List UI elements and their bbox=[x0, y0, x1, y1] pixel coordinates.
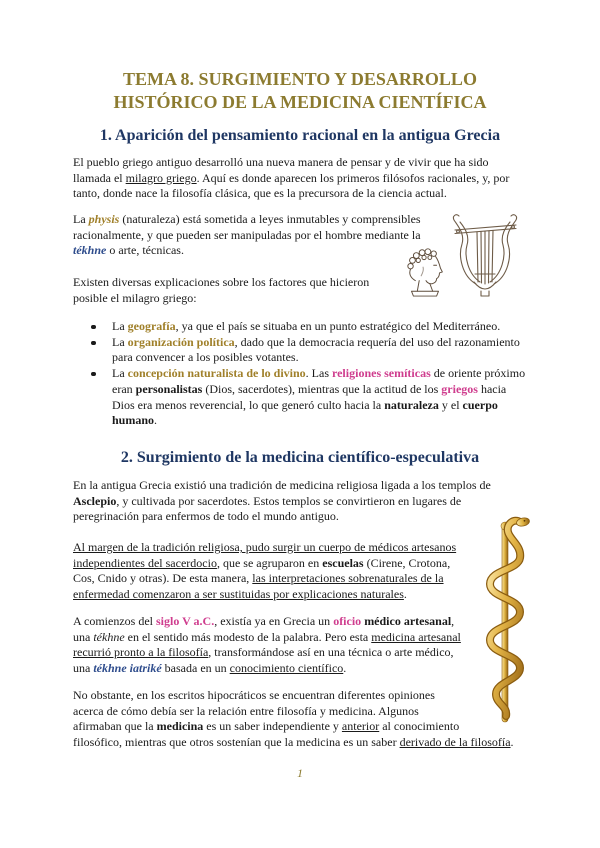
list-item-concepcion-naturalista bbox=[73, 366, 525, 429]
term-escuelas: escuelas bbox=[322, 555, 364, 570]
text-run: En la antigua Grecia existió una tradición de medicina religiosa ligada a los templos de bbox=[73, 478, 491, 492]
text-run: A comienzos del bbox=[73, 614, 156, 628]
term-naturaleza: naturaleza bbox=[384, 397, 439, 412]
underlined-run: enfermedad comenzaron a ser sustituidas por explicaciones naturales bbox=[73, 587, 404, 602]
paragraph-medicos-artesanos bbox=[73, 540, 456, 603]
greek-bust-illustration bbox=[398, 244, 452, 298]
rod-of-asclepius-illustration bbox=[476, 512, 534, 724]
text-run: acerca de cómo debía ser la relación entre filosofía y medicina. Algunos bbox=[73, 703, 419, 718]
text-run: y el bbox=[438, 397, 463, 412]
underlined-run: recurrió pronto a la filosofía bbox=[73, 645, 209, 660]
text-line bbox=[73, 478, 491, 494]
underlined-run: medicina artesanal bbox=[371, 629, 461, 644]
factors-list bbox=[73, 319, 525, 429]
text-line bbox=[73, 556, 456, 572]
text-run: . bbox=[403, 587, 407, 602]
text-line bbox=[73, 688, 514, 704]
text-line bbox=[73, 171, 509, 187]
text-run: La bbox=[112, 366, 128, 381]
text-line bbox=[73, 661, 461, 677]
text-line bbox=[112, 335, 525, 351]
term-cuerpo: cuerpo bbox=[462, 397, 498, 412]
paragraph-asclepio bbox=[73, 478, 491, 525]
text-line bbox=[112, 398, 525, 414]
text-run: No obstante, en los escritos hipocráticos se encuentran diferentes opiniones bbox=[73, 688, 435, 702]
text-line bbox=[73, 212, 421, 228]
text-run: Existen diversas explicaciones sobre los factores que hicieron bbox=[73, 275, 370, 289]
text-line bbox=[73, 275, 369, 291]
underlined-run: independientes del sacerdocio bbox=[73, 555, 217, 570]
paragraph-milagro-griego bbox=[73, 155, 509, 202]
text-run: afirmaban que la bbox=[73, 719, 157, 734]
text-line bbox=[73, 186, 509, 202]
text-line bbox=[73, 494, 491, 510]
text-run: . bbox=[343, 661, 347, 676]
term-concepcion-naturalista: concepción naturalista de lo divino bbox=[127, 366, 306, 381]
term-religiones-semiticas: religiones semíticas bbox=[332, 366, 431, 381]
term-medicina: medicina bbox=[156, 719, 204, 734]
term-oficio: oficio bbox=[333, 614, 362, 628]
text-line bbox=[73, 243, 421, 259]
underlined-run: conocimiento científico bbox=[229, 661, 344, 676]
text-line bbox=[73, 704, 514, 720]
text-run: (naturaleza) está sometida a leyes inmutables y comprensibles bbox=[119, 212, 421, 226]
paragraph-escritos-hipocraticos bbox=[73, 688, 514, 751]
text-line bbox=[73, 719, 514, 735]
underlined-run: derivado de la filosofía bbox=[399, 735, 511, 750]
term-personalistas: personalistas bbox=[135, 381, 203, 396]
text-run: La bbox=[112, 319, 128, 333]
title-line-1: TEMA 8. SURGIMIENTO Y DESARROLLO bbox=[123, 69, 477, 89]
bullet-icon bbox=[91, 341, 96, 346]
text-run: hacia bbox=[477, 381, 507, 396]
text-run: filosófico, mientras que otros sostenían que la medicina es un saber bbox=[73, 735, 400, 750]
text-run: . Aquí es donde aparecen los primeros filósofos racionales, y, por bbox=[196, 170, 510, 185]
text-line bbox=[73, 645, 461, 661]
text-run: , dado que la democracia requería del uso del razonamiento bbox=[234, 334, 520, 349]
underlined-run: las interpretaciones sobrenaturales de la bbox=[252, 571, 444, 586]
text-line bbox=[73, 571, 456, 587]
bullet-icon bbox=[91, 325, 96, 330]
document-title bbox=[0, 68, 600, 114]
text-line bbox=[73, 735, 514, 751]
text-line bbox=[73, 155, 509, 171]
paragraph-explicaciones bbox=[73, 275, 369, 306]
text-line bbox=[73, 614, 461, 630]
text-run: La bbox=[73, 212, 89, 226]
term-humano: humano bbox=[112, 413, 155, 428]
text-run: El pueblo griego antiguo desarrolló una nueva manera de pensar y de vivir que ha sido bbox=[73, 155, 489, 169]
text-run: . bbox=[510, 735, 514, 750]
text-line bbox=[112, 350, 525, 366]
text-line bbox=[73, 630, 461, 646]
text-run: (Cirene, Crotona, bbox=[363, 555, 451, 570]
lyre-illustration bbox=[448, 210, 522, 298]
text-line bbox=[73, 228, 421, 244]
text-run: posible el milagro griego: bbox=[73, 290, 197, 305]
text-run: Cos, Cnido y otras). De esta manera, bbox=[73, 571, 253, 586]
text-run: Dios era menos reverencial, lo que generó culto hacia la bbox=[112, 397, 385, 412]
text-line bbox=[112, 366, 525, 382]
term-tekhne-iatrike: tékhne iatriké bbox=[93, 661, 162, 676]
text-line bbox=[73, 540, 456, 556]
text-run: , que se agruparon en bbox=[216, 555, 323, 570]
text-run: en el sentido más modesto de la palabra. Pero esta bbox=[124, 629, 372, 644]
text-run: eran bbox=[112, 381, 136, 396]
term-griegos: griegos bbox=[441, 381, 478, 396]
text-line bbox=[112, 382, 525, 398]
text-run: al conocimiento bbox=[379, 719, 460, 734]
text-run: para convencer a los posibles votantes. bbox=[112, 350, 299, 365]
paragraph-siglo-v bbox=[73, 614, 461, 677]
text-run: es un saber independiente y bbox=[203, 719, 342, 734]
text-run: tanto, donde nace la filosofía clásica, que es la precursora de la ciencia actual. bbox=[73, 186, 447, 201]
text-run: , y cultivada por sacerdotes. Estos templos se convirtieron en lugares de bbox=[116, 493, 462, 508]
text-run: racionalmente, y que pueden ser manipuladas por el hombre mediante la bbox=[73, 227, 421, 242]
list-item-geografia bbox=[73, 319, 525, 335]
text-run: , ya que el país se situaba en un punto estratégico del Mediterráneo. bbox=[175, 319, 501, 333]
text-run: o arte, técnicas. bbox=[106, 243, 184, 258]
text-line bbox=[112, 413, 525, 429]
term-milagro-griego: milagro griego bbox=[125, 170, 197, 185]
title-line-2: HISTÓRICO DE LA MEDICINA CIENTÍFICA bbox=[113, 92, 487, 112]
term-physis: physis bbox=[88, 212, 120, 226]
text-run: basada en un bbox=[161, 661, 230, 676]
text-line bbox=[73, 509, 491, 525]
text-run: . bbox=[154, 413, 158, 428]
text-run: . Las bbox=[305, 366, 332, 381]
text-line bbox=[73, 291, 369, 307]
term-organizacion-politica: organización política bbox=[127, 334, 235, 349]
underlined-run: Al margen de la tradición religiosa, pudo surgir un cuerpo de médicos artesanos bbox=[73, 540, 457, 554]
term-tekhne: tékhne bbox=[73, 243, 107, 258]
text-run: La bbox=[112, 334, 128, 349]
text-run: peregrinación para enfermos de todo el mundo antiguo. bbox=[73, 509, 339, 524]
term-geografia: geografía bbox=[127, 319, 176, 333]
text-run: una bbox=[73, 629, 94, 644]
text-line bbox=[73, 587, 456, 603]
text-run: llamada el bbox=[73, 170, 126, 185]
text-run: , transformándose así en una técnica o arte médico, bbox=[208, 645, 454, 660]
term-tekhne: tékhne bbox=[93, 629, 125, 644]
text-run: una bbox=[73, 661, 94, 676]
term-siglo-v: siglo V a.C. bbox=[155, 614, 215, 628]
page-number: 1 bbox=[297, 766, 303, 780]
text-run: (Dios, sacerdotes), mientras que la actitud de los bbox=[202, 381, 442, 396]
section-2-heading: 2. Surgimiento de la medicina científico-especulativa bbox=[120, 449, 480, 466]
section-1-heading: 1. Aparición del pensamiento racional en la antigua Grecia bbox=[99, 127, 501, 144]
bullet-icon bbox=[91, 372, 96, 377]
text-run: de oriente próximo bbox=[430, 366, 526, 381]
text-line bbox=[112, 319, 525, 335]
text-run: , existía ya en Grecia un bbox=[214, 614, 334, 628]
paragraph-physis bbox=[73, 212, 421, 259]
list-item-organizacion-politica bbox=[73, 335, 525, 366]
text-run: , bbox=[451, 614, 455, 628]
term-asclepio: Asclepio bbox=[73, 493, 117, 508]
underlined-run: anterior bbox=[341, 719, 380, 734]
term-medico-artesanal: médico artesanal bbox=[361, 614, 452, 628]
